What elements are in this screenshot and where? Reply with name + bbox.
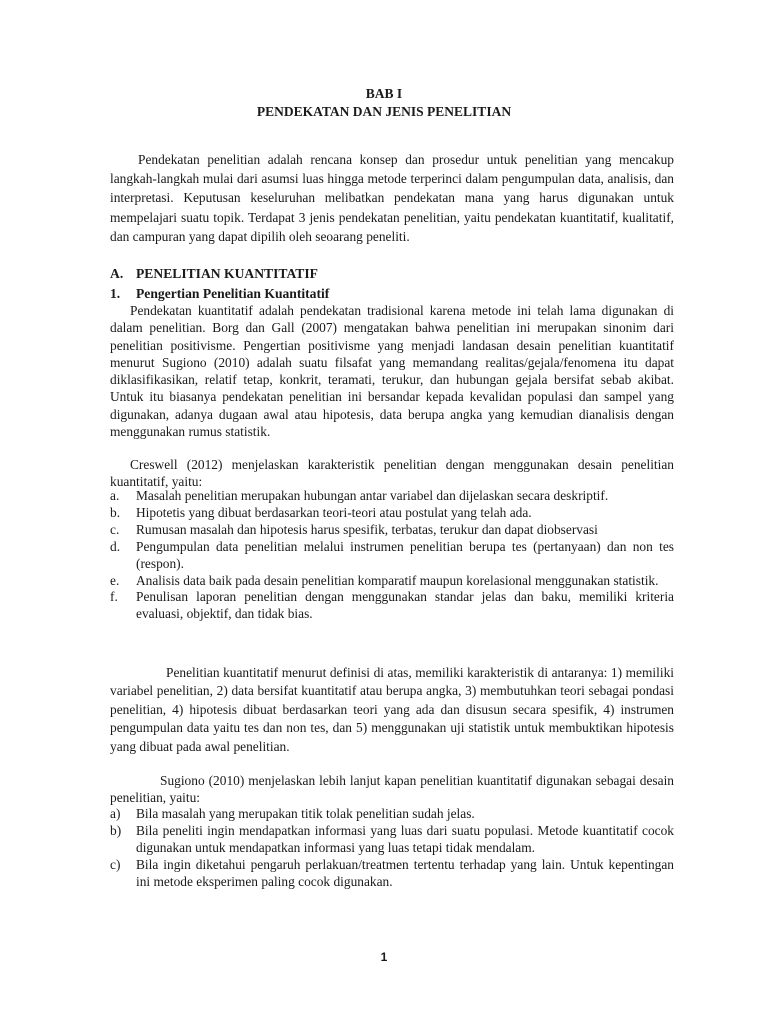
page-number: 1 [380,950,388,964]
intro-paragraph: Pendekatan penelitian adalah rencana konsep dan prosedur untuk penelitian yang mencakup langkah-langkah mulai dari asumsi luas hingga metode terperinci dalam pengumpulan data, analisis, dan interpretasi. Keputusan keseluruhan melibatkan pendekatan mana yang harus digunakan untuk mempelajari suatu topik. Terdapat 3 jenis pendekatan penelitian, yaitu pendekatan kuantitatif, kualitatif, dan campuran yang dapat dipilih oleh seoarang peneliti. [110,152,674,244]
list-item: b. Hipotetis yang dibuat berdasarkan teori-teori atau postulat yang telah ada. [110,504,532,520]
paragraph-definition: Pendekatan kuantitatif adalah pendekatan tradisional karena metode ini telah lama digunakan di dalam penelitian. Borg dan Gall (2007) mengatakan bahwa penelitian ini merupakan sinonim dari penelitian positivisme. Pengertian positivisme yang menjadi landasan desain penelitian kuantitatif menurut Sugiono (2010) adalah suatu filsafat yang memandang realitas/gejala/fenomena itu dapat diklasifikasikan, relatif tetap, konkrit, teramati, terukur, dan hubungan gejala bersifat sebab akibat. Untuk itu biasanya pendekatan penelitian ini bersandar kepada kevalidan populasi dan sampel yang digunakan, adanya dugaan awal atau hipotesis, data berupa angka yang kemudian dianalisis dengan menggunakan rumus statistik. [110,303,674,440]
characteristics-list [110,488,674,623]
list-item: a. Masalah penelitian merupakan hubungan antar variabel dan dijelaskan secara deskriptif. [110,488,609,503]
section-text: PENELITIAN KUANTITATIF [136,266,318,281]
paragraph-creswell: Creswell (2012) menjelaskan karakteristik penelitian dengan menggunakan desain penelitian kuantitatif, yaitu: [110,457,674,490]
list-item: c) Bila ingin diketahui pengaruh perlakuan/treatmen tertentu terhadap yang lain. Untuk kepentingan ini metode eksperimen paling cocok digunakan. [110,856,674,889]
list-item: c. Rumusan masalah dan hipotesis harus spesifik, terbatas, terukur dan dapat diobservasi [110,521,598,537]
section-label: A. [110,266,124,281]
chapter-label: BAB I [365,86,403,101]
paragraph-characteristics: Penelitian kuantitatif menurut definisi di atas, memiliki karakteristik di antaranya: 1) memiliki variabel penelitian, 2) data bersifat kuantitatif atau berupa angka, 3) membutuhkan teori sebagai pondasi penelitian, 4) hipotesis dibuat berdasarkan teori yang ada dan disusun secara spesifik, 4) instrumen pengumpulan data yaitu tes dan non tes, dan 5) menggunakan uji statistik untuk membuktikan hipotesis yang dibuat pada awal penelitian. [110,665,674,754]
subsection-label: 1. [110,286,121,301]
chapter-title: PENDEKATAN DAN JENIS PENELITIAN [256,104,512,119]
section-heading-a [110,266,318,282]
subsection-heading-1 [110,286,329,302]
usage-list [110,806,674,891]
list-item: a) Bila masalah yang merupakan titik tolak penelitian sudah jelas. [110,806,475,821]
list-item: f. Penulisan laporan penelitian dengan menggunakan standar jelas dan baku, memiliki kriteria evaluasi, objektif, dan tidak bias. [110,589,674,622]
list-item: e. Analisis data baik pada desain penelitian komparatif maupun korelasional menggunakan statistik. [110,572,659,588]
paragraph-sugiono: Sugiono (2010) menjelaskan lebih lanjut kapan penelitian kuantitatif digunakan sebagai desain penelitian, yaitu: [110,773,674,806]
list-item: d. Pengumpulan data penelitian melalui instrumen penelitian berupa tes (pertanyaan) dan non tes (respon). [110,538,674,571]
list-item: b) Bila peneliti ingin mendapatkan informasi yang luas dari suatu populasi. Metode kuantitatif cocok digunakan untuk mendapatkan informasi yang luas tetapi tidak mendalam. [110,822,674,855]
subsection-text: Pengertian Penelitian Kuantitatif [136,286,330,301]
